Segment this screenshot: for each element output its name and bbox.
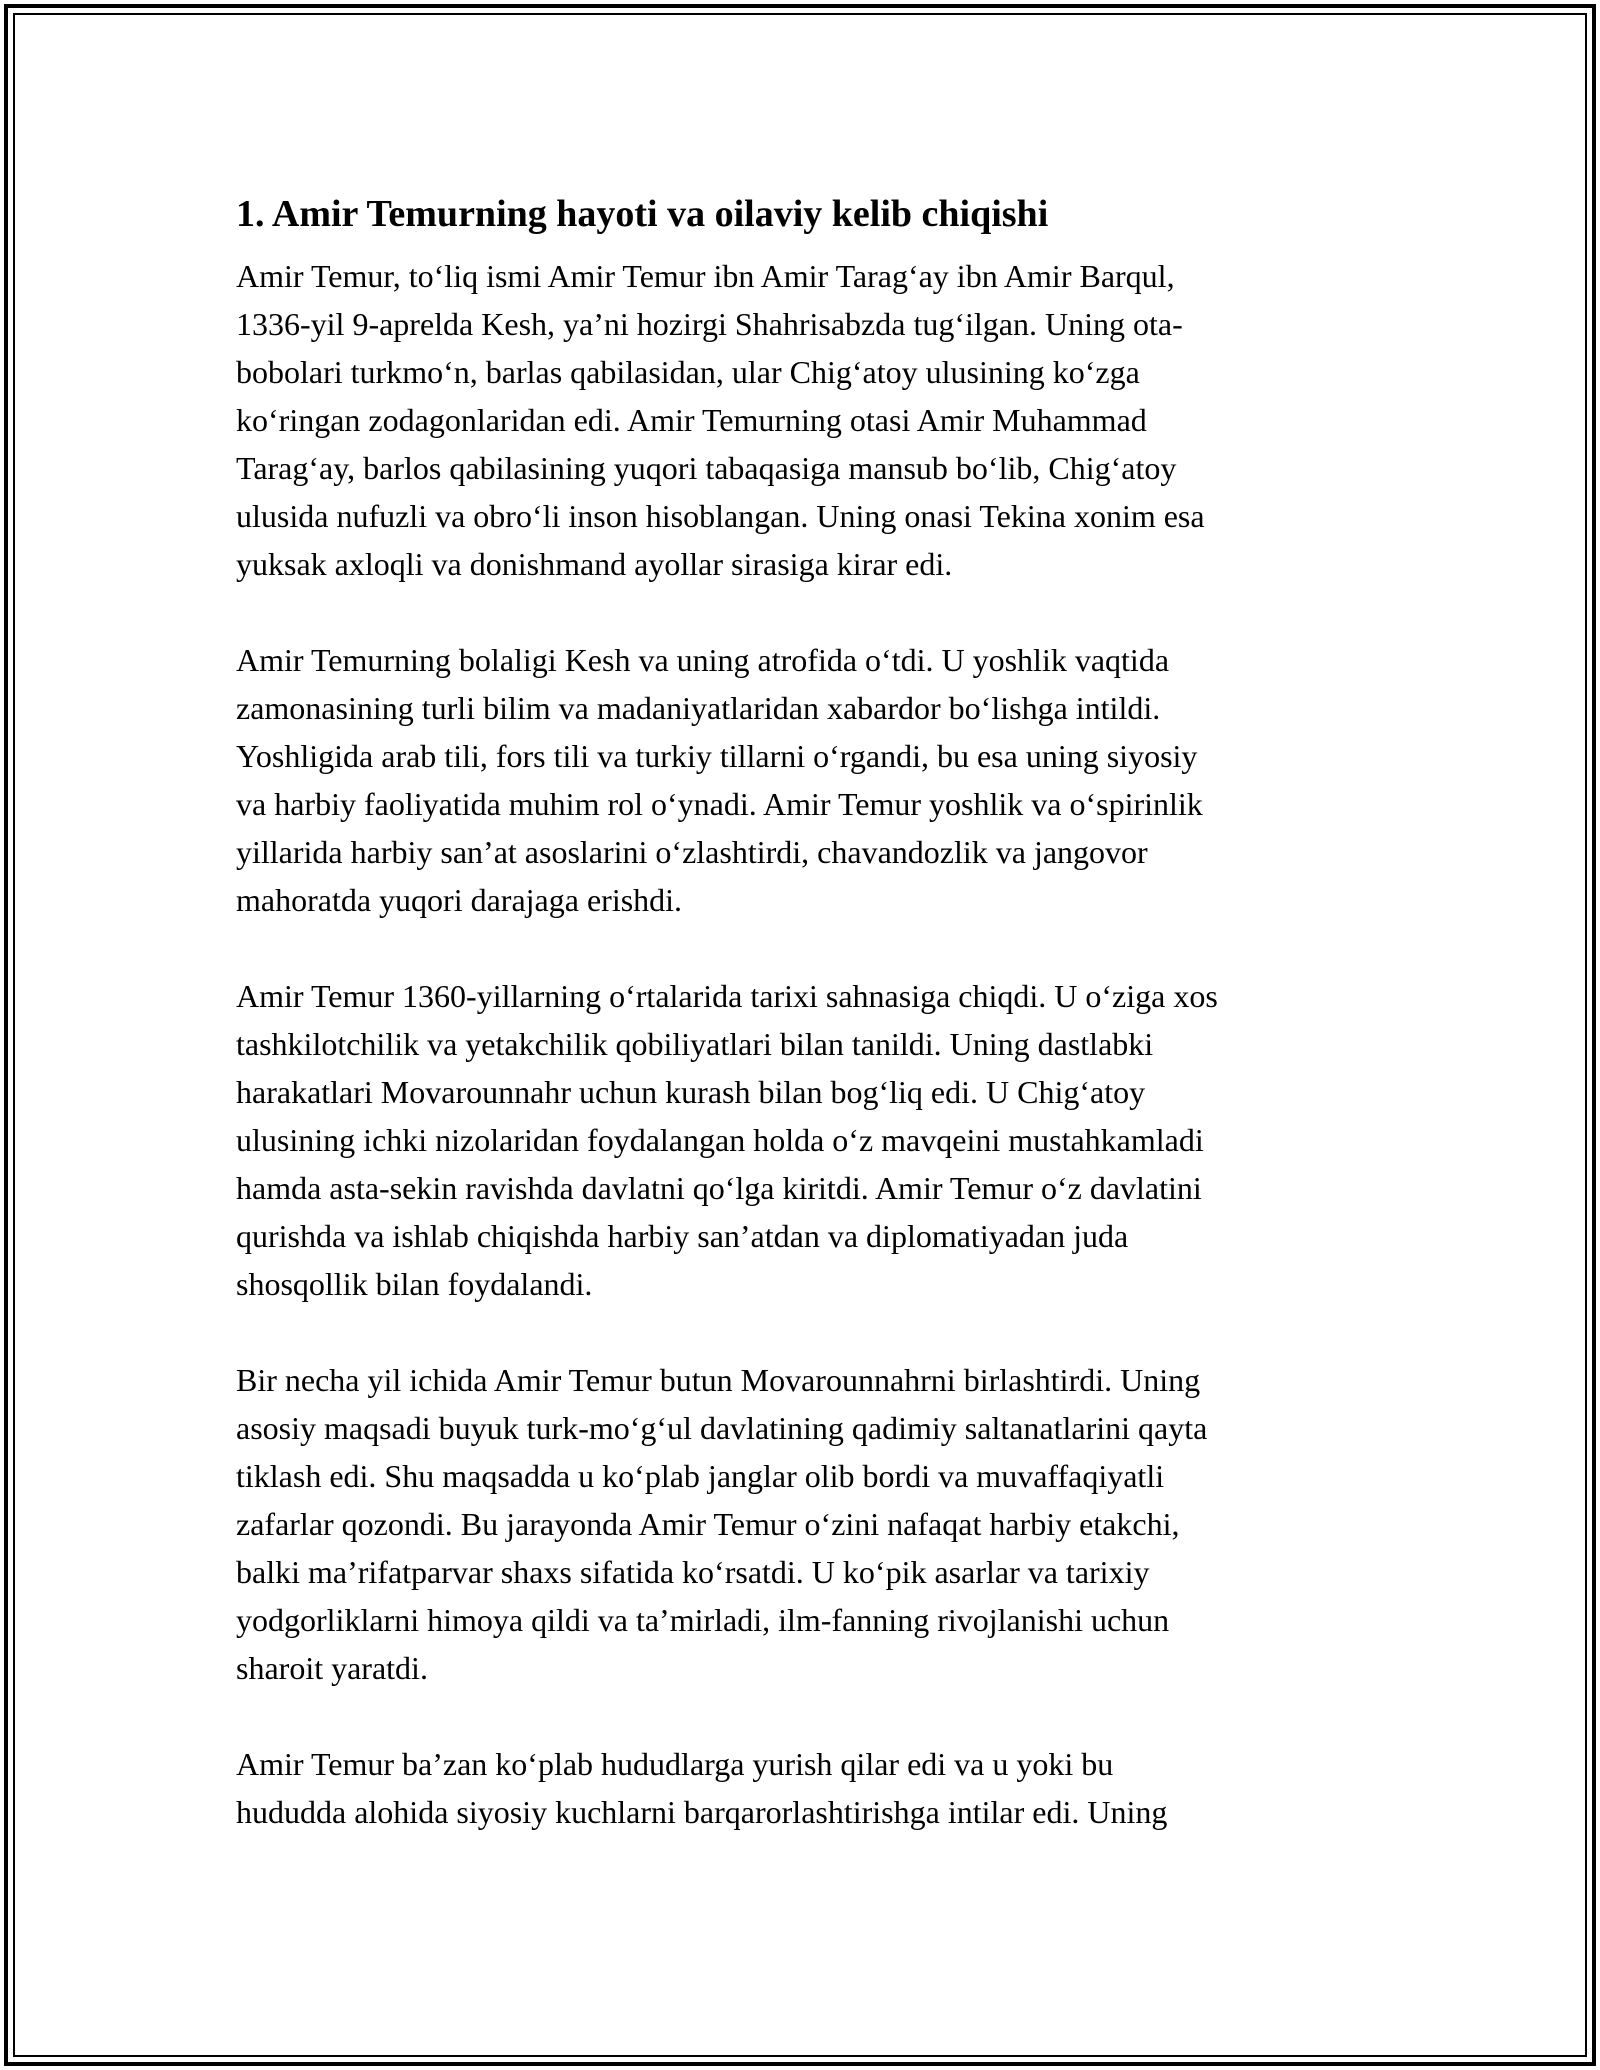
paragraph-3: Amir Temur 1360-yillarning o‘rtalarida tarixi sahnasiga chiqdi. U o‘ziga xos tashkilotchilik va yetakchilik qobiliyatlari bilan tanildi. Uning dastlabki harakatlari Movarounnahr uchun kurash bilan bog‘liq edi. U Chig‘atoy ulusining ichki nizolaridan foydalangan holda o‘z mavqeini mustahkamladi hamda asta-sekin ravishda davlatni qo‘lga kiritdi. Amir Temur o‘z davlatini qurishda va ishlab chiqishda harbiy san’atdan va diplomatiyadan juda shosqollik bilan foydalandi. <box>236 978 1218 1302</box>
paragraph-1: Amir Temur, to‘liq ismi Amir Temur ibn Amir Tarag‘ay ibn Amir Barqul, 1336-yil 9-aprelda Kesh, ya’ni hozirgi Shahrisabzda tug‘ilgan. Uning ota- bobolari turkmo‘n, barlas qabilasidan, ular Chig‘atoy ulusining ko‘zga ko‘ringan zodagonlaridan edi. Amir Temurning otasi Amir Muhammad Tarag‘ay, barlos qabilasining yuqori tabaqasiga mansub bo‘lib, Chig‘atoy ulusida nufuzli va obro‘li inson hisoblangan. Uning onasi Tekina xonim esa yuksak axloqli va donishmand ayollar sirasiga kirar edi. <box>236 258 1205 582</box>
document-body <box>236 188 1376 1884</box>
paragraph-2: Amir Temurning bolaligi Kesh va uning atrofida o‘tdi. U yoshlik vaqtida zamonasining turli bilim va madaniyatlaridan xabardor bo‘lishga intildi. Yoshligida arab tili, fors tili va turkiy tillarni o‘rgandi, bu esa uning siyosiy va harbiy faoliyatida muhim rol o‘ynadi. Amir Temur yoshlik va o‘spirinlik yillarida harbiy san’at asoslarini o‘zlashtirdi, chavandozlik va jangovor mahoratda yuqori darajaga erishdi. <box>236 642 1203 918</box>
section-heading: 1. Amir Temurning hayoti va oilaviy kelib chiqishi <box>236 193 1049 235</box>
paragraph-4: Bir necha yil ichida Amir Temur butun Movarounnahrni birlashtirdi. Uning asosiy maqsadi buyuk turk-mo‘g‘ul davlatining qadimiy saltanatlarini qayta tiklash edi. Shu maqsadda u ko‘plab janglar olib bordi va muvaffaqiyatli zafarlar qozondi. Bu jarayonda Amir Temur o‘zini nafaqat harbiy etakchi, balki ma’rifatparvar shaxs sifatida ko‘rsatdi. U ko‘pik asarlar va tarixiy yodgorliklarni himoya qildi va ta’mirladi, ilm-fanning rivojlanishi uchun sharoit yaratdi. <box>236 1362 1208 1686</box>
paragraph-5: Amir Temur ba’zan ko‘plab hududlarga yurish qilar edi va u yoki bu hududda alohida siyosiy kuchlarni barqarorlashtirishga intilar edi. Uning <box>236 1746 1168 1830</box>
